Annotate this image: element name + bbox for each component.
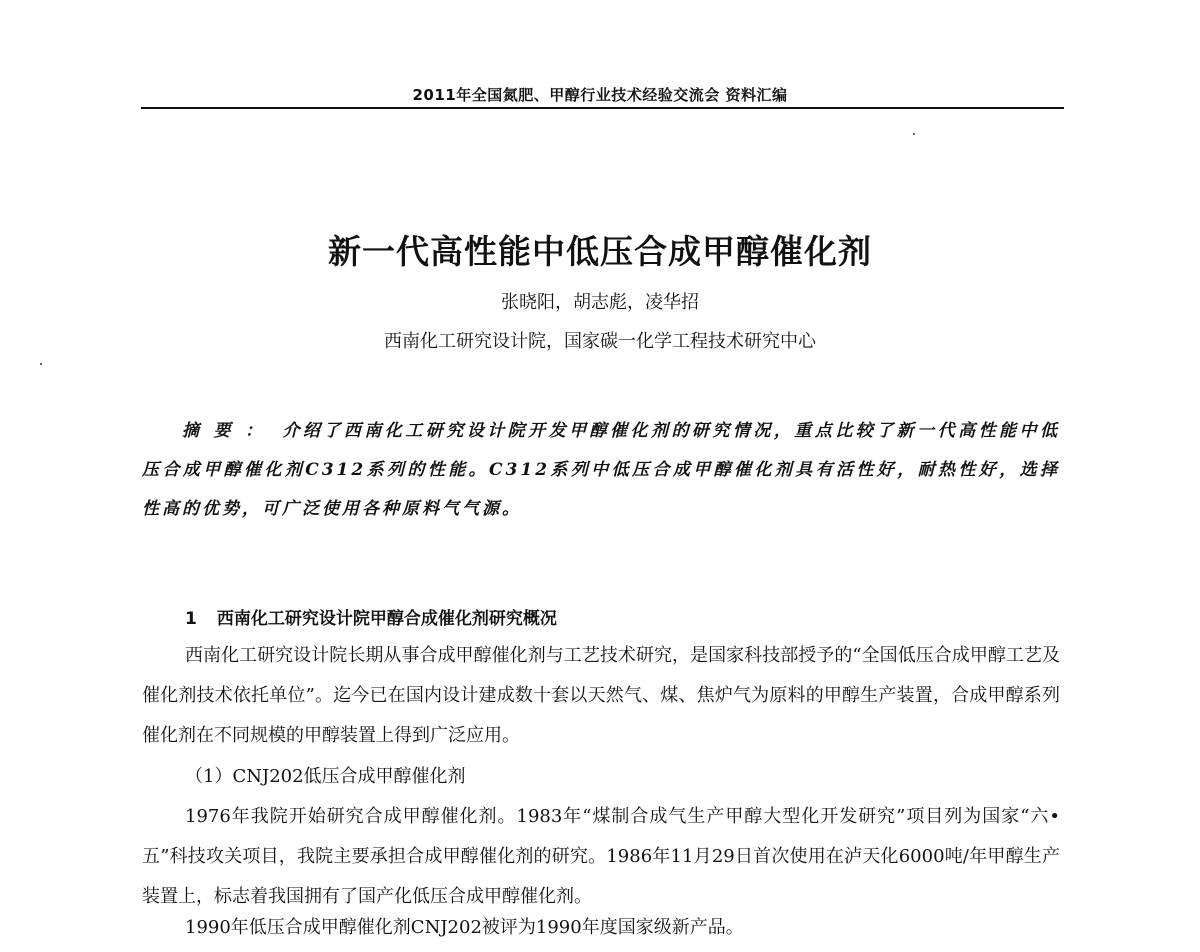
author-list: 张晓阳，胡志彪，凌华招	[501, 292, 699, 313]
paper-title: 新一代高性能中低压合成甲醇催化剂	[328, 232, 872, 271]
header-rule	[141, 107, 1064, 109]
section-number: 1	[185, 609, 197, 629]
body-paragraph: 西南化工研究设计院长期从事合成甲醇催化剂与工艺技术研究，是国家科技部授予的“全国低压合成甲醇工艺及催化剂技术依托单位”。迄今已在国内设计建成数十套以天然气、煤、焦炉气为原料的甲醇生产装置，合成甲醇系列催化剂在不同规模的甲醇装置上得到广泛应用。	[142, 645, 1060, 746]
abstract	[142, 412, 1060, 529]
scan-speck	[913, 133, 915, 135]
running-header: 2011年全国氮肥、甲醇行业技术经验交流会 资料汇编	[412, 86, 788, 104]
body-paragraph: 1990年低压合成甲醇催化剂CNJ202被评为1990年度国家级新产品。	[185, 917, 744, 938]
body-paragraph: 1976年我院开始研究合成甲醇催化剂。1983年“煤制合成气生产甲醇大型化开发研究”项目列为国家“六•五”科技攻关项目，我院主要承担合成甲醇催化剂的研究。1986年11月29日首次使用在泸天化6000吨/年甲醇生产装置上，标志着我国拥有了国产化低压合成甲醇催化剂。	[142, 806, 1060, 907]
affiliation: 西南化工研究设计院，国家碳一化学工程技术研究中心	[384, 331, 816, 352]
subsection-heading: （1）CNJ202低压合成甲醇催化剂	[185, 766, 466, 787]
abstract-text: 介绍了西南化工研究设计院开发甲醇催化剂的研究情况，重点比较了新一代高性能中低压合成甲醇催化剂C312系列的性能。C312系列中低压合成甲醇催化剂具有活性好，耐热性好，选择性高的优势，可广泛使用各种原料气气源。	[142, 421, 1061, 519]
section-title: 西南化工研究设计院甲醇合成催化剂研究概况	[216, 609, 557, 629]
scan-speck	[40, 363, 42, 365]
abstract-label: 摘要：	[182, 421, 277, 441]
section-heading	[185, 604, 557, 629]
